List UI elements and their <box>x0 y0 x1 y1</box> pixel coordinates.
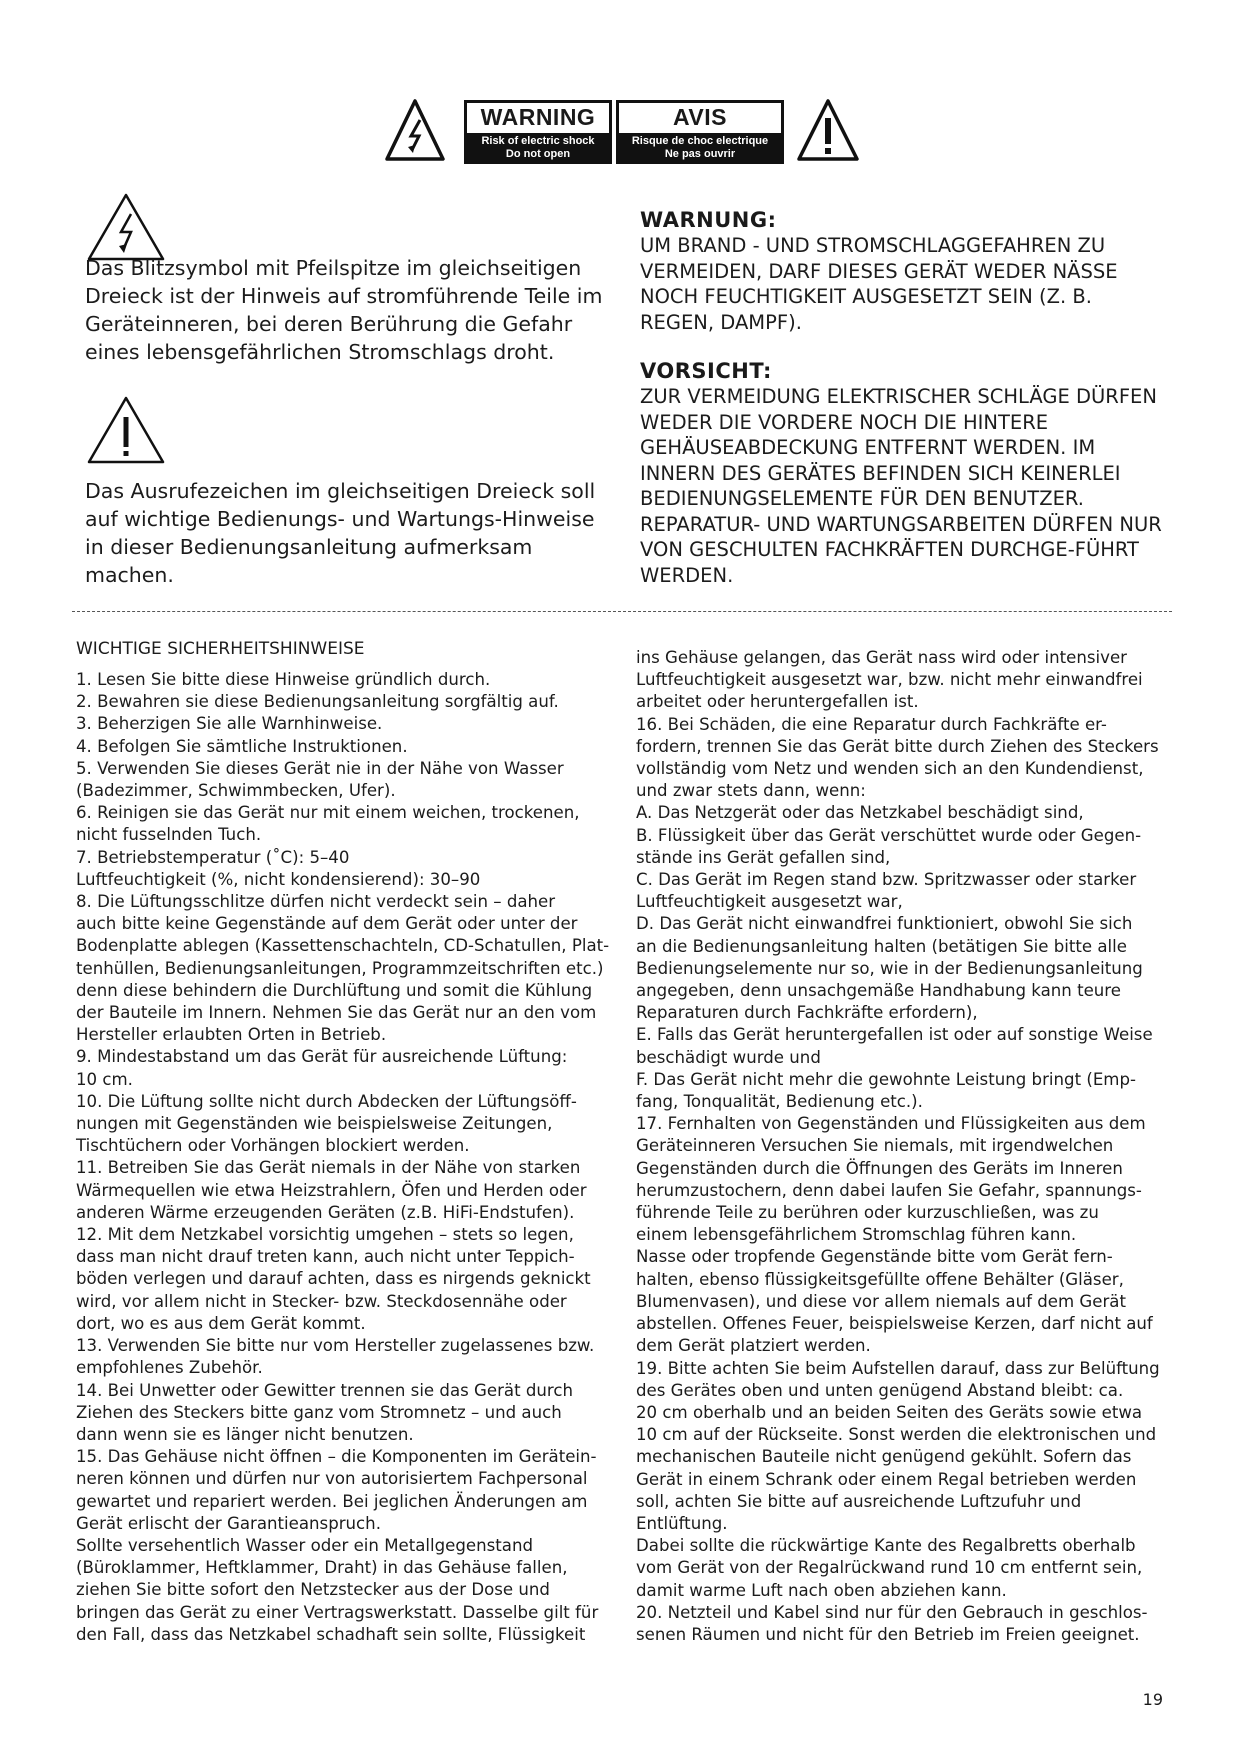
instruction-line: vom Gerät von der Regalrückwand rund 10 cm entfernt sein, <box>636 1558 1143 1578</box>
avis-label-line2: Ne pas ouvrir <box>664 148 736 160</box>
instruction-line: des Gerätes oben und unten genügend Abstand bleibt: ca. <box>636 1380 1124 1400</box>
exclamation-description: Das Ausrufezeichen im gleichseitigen Dreieck soll auf wichtige Bedienungs- und Wartungs-Hinweise in dieser Bedienungsanleitung aufmerksam machen. <box>85 479 596 587</box>
instruction-line: dem Gerät platziert werden. <box>636 1336 871 1356</box>
lightning-triangle-icon <box>384 98 446 162</box>
instruction-line: D. Das Gerät nicht einwandfrei funktioniert, obwohl Sie sich <box>636 914 1133 934</box>
instruction-line: Gerät erlischt der Garantieanspruch. <box>76 1513 381 1533</box>
instruction-line: Luftfeuchtigkeit (%, nicht kondensierend): 30–90 <box>76 869 481 889</box>
instruction-line: Reparaturen durch Fachkräfte erfordern), <box>636 1003 978 1023</box>
instruction-line: herumzustochern, denn dabei laufen Sie Gefahr, spannungs- <box>636 1180 1142 1200</box>
instruction-line: 10. Die Lüftung sollte nicht durch Abdecken der Lüftungsöff- <box>76 1091 577 1111</box>
instruction-line: 20. Netzteil und Kabel sind nur für den Gebrauch in geschlos- <box>636 1602 1148 1622</box>
instruction-line: 4. Befolgen Sie sämtliche Instruktionen. <box>76 736 408 756</box>
instruction-line: anderen Wärme erzeugenden Geräten (z.B. HiFi-Endstufen). <box>76 1202 575 1222</box>
exclamation-triangle-icon <box>796 98 860 162</box>
instruction-line: Ziehen des Steckers bitte ganz vom Stromnetz – und auch <box>76 1402 562 1422</box>
instruction-line: Tischtüchern oder Vorhängen blockiert werden. <box>76 1136 470 1156</box>
instruction-line: Blumenvasen), und diese vor allem niemals auf dem Gerät <box>636 1291 1126 1311</box>
instruction-line: fordern, trennen Sie das Gerät bitte durch Ziehen des Steckers <box>636 736 1159 756</box>
instruction-line: abstellen. Offenes Feuer, beispielsweise Kerzen, darf nicht auf <box>636 1314 1153 1334</box>
instruction-line: Bodenplatte ablegen (Kassettenschachteln, CD-Schatullen, Plat- <box>76 936 610 956</box>
instruction-line: 1. Lesen Sie bitte diese Hinweise gründlich durch. <box>76 670 491 689</box>
avis-label-title: AVIS <box>673 104 727 130</box>
safety-heading: WICHTIGE SICHERHEITSHINWEISE <box>76 639 365 659</box>
instruction-line: (Büroklammer, Heftklammer, Draht) in das Gehäuse fallen, <box>76 1558 568 1578</box>
instruction-line: 3. Beherzigen Sie alle Warnhinweise. <box>76 714 383 734</box>
lightning-symbol-icon <box>86 192 166 262</box>
instruction-line: 2. Bewahren sie diese Bedienungsanleitung sorgfältig auf. <box>76 692 559 712</box>
instruction-line: neren können und dürfen nur von autorisiertem Fachpersonal <box>76 1469 588 1489</box>
instruction-line: bringen das Gerät zu einer Vertragswerkstatt. Dasselbe gilt für <box>76 1602 599 1622</box>
instruction-line: ziehen Sie bitte sofort den Netzstecker aus der Dose und <box>76 1580 550 1600</box>
instruction-line: und zwar stets dann, wenn: <box>636 781 866 801</box>
instruction-line: 7. Betriebstemperatur (˚C): 5–40 <box>76 847 350 867</box>
instruction-line: 11. Betreiben Sie das Gerät niemals in der Nähe von starken <box>76 1158 581 1178</box>
instruction-line: 17. Fernhalten von Gegenständen und Flüssigkeiten aus dem <box>636 1114 1146 1134</box>
vorsicht-text: ZUR VERMEIDUNG ELEKTRISCHER SCHLÄGE DÜRFEN WEDER DIE VORDERE NOCH DIE HINTERE GEHÄUSEABDECKUNG ENTFERNT WERDEN. IM INNERN DES GERÄTES BEFINDEN SICH KEINERLEI BEDIENUNGSELEMENTE FÜR DEN BENUTZER. REPARATUR- UND WARTUNGSARBEITEN DÜRFEN NUR VON GESCHULTEN FACHKRÄFTEN DURCHGE-FÜHRT WERDEN. <box>640 385 1162 587</box>
instruction-line: Sollte versehentlich Wasser oder ein Metallgegenstand <box>76 1535 533 1555</box>
instruction-line: A. Das Netzgerät oder das Netzkabel beschädigt sind, <box>636 803 1084 823</box>
instruction-line: Luftfeuchtigkeit ausgesetzt war, bzw. nicht mehr einwandfrei <box>636 670 1143 690</box>
instruction-line: Dabei sollte die rückwärtige Kante des Regalbretts oberhalb <box>636 1536 1136 1556</box>
instruction-line: Nasse oder tropfende Gegenstände bitte vom Gerät fern- <box>636 1247 1113 1267</box>
vorsicht-title: VORSICHT: <box>640 359 772 383</box>
instruction-line: einem lebensgefährlichem Stromschlag führen kann. <box>636 1225 1077 1245</box>
instruction-line: angegeben, denn unsachgemäße Handhabung kann teure <box>636 981 1121 1001</box>
instruction-line: Bedienungselemente nur so, wie in der Bedienungsanleitung <box>636 958 1143 978</box>
instruction-line: empfohlenes Zubehör. <box>76 1358 263 1378</box>
instruction-line: 10 cm. <box>76 1069 133 1089</box>
instruction-line: C. Das Gerät im Regen stand bzw. Spritzwasser oder starker <box>636 870 1137 890</box>
instruction-line: dann wenn sie es länger nicht benutzen. <box>76 1424 414 1444</box>
instruction-line: B. Flüssigkeit über das Gerät verschüttet wurde oder Gegen- <box>636 825 1142 845</box>
warnung-title: WARNUNG: <box>640 208 777 232</box>
instruction-line: dass man nicht drauf treten kann, auch nicht unter Teppich- <box>76 1247 575 1267</box>
instruction-line: fang, Tonqualität, Bedienung etc.). <box>636 1092 923 1112</box>
instruction-line: 10 cm auf der Rückseite. Sonst werden die elektronischen und <box>636 1425 1157 1445</box>
instruction-line: vollständig vom Netz und wenden sich an den Kundendienst, <box>636 759 1144 779</box>
safety-column-right <box>636 647 1176 1646</box>
instruction-line: wird, vor allem nicht in Stecker- bzw. Steckdosennähe oder <box>76 1291 567 1311</box>
instruction-line: 15. Das Gehäuse nicht öffnen – die Komponenten im Gerätein- <box>76 1447 597 1467</box>
instruction-line: Gerät in einem Schrank oder einem Regal betrieben werden <box>636 1469 1137 1489</box>
page-number: 19 <box>1142 1690 1163 1709</box>
safety-column-left <box>76 638 616 1646</box>
vorsicht-block <box>640 358 1170 588</box>
instruction-line: halten, ebenso flüssigkeitsgefüllte offene Behälter (Gläser, <box>636 1269 1124 1289</box>
warning-label-line2: Do not open <box>505 148 571 160</box>
instruction-line: 9. Mindestabstand um das Gerät für ausreichende Lüftung: <box>76 1047 568 1067</box>
instruction-line: stände ins Gerät gefallen sind, <box>636 847 891 867</box>
instruction-line: ins Gehäuse gelangen, das Gerät nass wird oder intensiver <box>636 648 1127 667</box>
lightning-description: Das Blitzsymbol mit Pfeilspitze im gleichseitigen Dreieck ist der Hinweis auf stromführende Teile im Geräteinneren, bei deren Berührung die Gefahr eines lebensgefährlichen Stromschlags droht. <box>85 256 603 364</box>
instruction-line: tenhüllen, Bedienungsanleitungen, Programmzeitschriften etc.) <box>76 958 604 978</box>
exclamation-symbol-icon <box>86 395 166 465</box>
instruction-line: 13. Verwenden Sie bitte nur vom Hersteller zugelassenes bzw. <box>76 1336 595 1356</box>
instruction-line: F. Das Gerät nicht mehr die gewohnte Leistung bringt (Emp- <box>636 1069 1136 1089</box>
instruction-line: an die Bedienungsanleitung halten (betätigen Sie bitte alle <box>636 936 1127 956</box>
instruction-line: 6. Reinigen sie das Gerät nur mit einem weichen, trockenen, <box>76 803 580 823</box>
warnung-text: UM BRAND - UND STROMSCHLAGGEFAHREN ZU VERMEIDEN, DARF DIESES GERÄT WEDER NÄSSE NOCH FEUCHTIGKEIT AUSGESETZT SEIN (Z. B. REGEN, DAMPF). <box>640 234 1118 334</box>
instruction-line: führende Teile zu berühren oder kurzuschließen, was zu <box>636 1203 1099 1223</box>
warning-banner <box>384 98 870 166</box>
avis-label-line1: Risque de choc electrique <box>631 135 769 147</box>
instruction-line: den Fall, dass das Netzkabel schadhaft sein sollte, Flüssigkeit <box>76 1624 586 1644</box>
instruction-line: mechanischen Bauteile nicht genügend gekühlt. Sofern das <box>636 1447 1132 1467</box>
instruction-line: böden verlegen und darauf achten, dass es nirgends geknickt <box>76 1269 591 1289</box>
avis-label <box>616 100 784 164</box>
instruction-line: arbeitet oder heruntergefallen ist. <box>636 692 919 712</box>
instruction-line: 20 cm oberhalb und an beiden Seiten des Geräts sowie etwa <box>636 1402 1143 1422</box>
dashed-divider <box>72 611 1172 612</box>
instruction-line: der Bauteile im Innern. Nehmen Sie das Gerät nur an den vom <box>76 1003 597 1023</box>
instruction-line: auch bitte keine Gegenstände auf dem Gerät oder unter der <box>76 914 578 934</box>
instruction-line: damit warme Luft nach oben abziehen kann. <box>636 1580 1007 1600</box>
instruction-line: Hersteller erlaubten Orten in Betrieb. <box>76 1025 387 1045</box>
instruction-line: denn diese behindern die Durchlüftung und somit die Kühlung <box>76 980 593 1000</box>
instruction-line: dort, wo es aus dem Gerät kommt. <box>76 1313 366 1333</box>
instruction-line: gewartet und repariert werden. Bei jeglichen Änderungen am <box>76 1491 588 1511</box>
instruction-line: 5. Verwenden Sie dieses Gerät nie in der Nähe von Wasser <box>76 758 564 778</box>
instruction-line: 14. Bei Unwetter oder Gewitter trennen sie das Gerät durch <box>76 1380 574 1400</box>
instruction-line: Wärmequellen wie etwa Heizstrahlern, Öfen und Herden oder <box>76 1180 587 1200</box>
instruction-line: 19. Bitte achten Sie beim Aufstellen darauf, dass zur Belüftung <box>636 1358 1160 1378</box>
instruction-line: nicht fusselnden Tuch. <box>76 825 262 845</box>
instruction-line: beschädigt wurde und <box>636 1047 821 1067</box>
warning-label-title: WARNING <box>480 104 596 130</box>
warning-label-line1: Risk of electric shock <box>481 135 595 147</box>
instruction-line: senen Räumen und nicht für den Betrieb im Freien geeignet. <box>636 1624 1140 1644</box>
warnung-block <box>640 207 1170 335</box>
instruction-line: Geräteinneren Versuchen Sie niemals, mit irgendwelchen <box>636 1136 1114 1156</box>
instruction-line: 8. Die Lüftungsschlitze dürfen nicht verdeckt sein – daher <box>76 892 556 912</box>
instruction-line: Luftfeuchtigkeit ausgesetzt war, <box>636 892 903 912</box>
instruction-line: Gegenständen durch die Öffnungen des Geräts im Inneren <box>636 1158 1123 1178</box>
warning-label <box>464 100 612 164</box>
instruction-line: 16. Bei Schäden, die eine Reparatur durch Fachkräfte er- <box>636 714 1107 734</box>
instruction-line: E. Falls das Gerät heruntergefallen ist oder auf sonstige Weise <box>636 1025 1153 1045</box>
instruction-line: nungen mit Gegenständen wie beispielsweise Zeitungen, <box>76 1114 553 1134</box>
instruction-line: 12. Mit dem Netzkabel vorsichtig umgehen – stets so legen, <box>76 1225 574 1245</box>
instruction-line: (Badezimmer, Schwimmbecken, Ufer). <box>76 781 396 801</box>
instruction-line: soll, achten Sie bitte auf ausreichende Luftzufuhr und Entlüftung. <box>636 1491 1082 1533</box>
